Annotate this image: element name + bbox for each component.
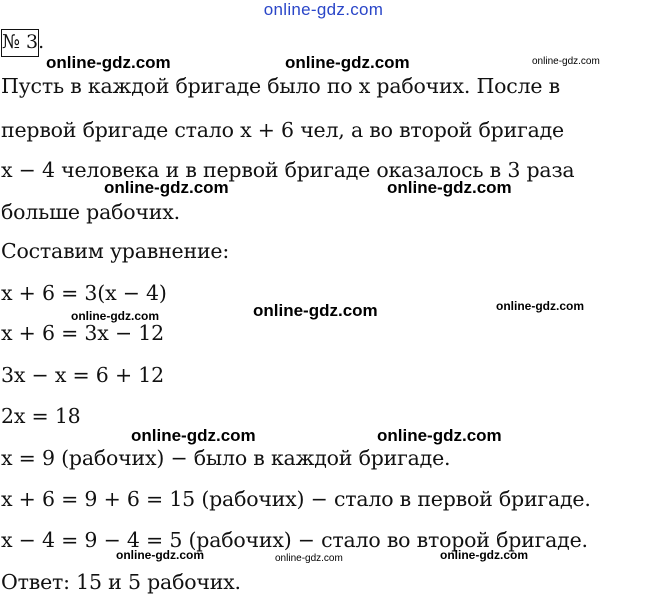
watermark: online-gdz.com bbox=[496, 299, 584, 313]
equation-line-1: x + 6 = 3(x − 4) bbox=[1, 281, 167, 305]
solution-line-4: больше рабочих. bbox=[1, 200, 180, 224]
equation-line-4: 2x = 18 bbox=[1, 404, 81, 428]
watermark: online-gdz.com bbox=[46, 53, 171, 72]
result-line-1: x = 9 (рабочих) − было в каждой бригаде. bbox=[1, 446, 451, 470]
solution-line-5: Составим уравнение: bbox=[1, 239, 230, 263]
solution-line-1: Пусть в каждой бригаде было по x рабочих. После в bbox=[1, 74, 560, 98]
result-line-3: x − 4 = 9 − 4 = 5 (рабочих) − стало во второй бригаде. bbox=[1, 528, 588, 552]
watermark: online-gdz.com bbox=[285, 53, 410, 72]
watermark: online-gdz.com bbox=[253, 301, 378, 320]
watermark: online-gdz.com bbox=[275, 553, 343, 564]
watermark: online-gdz.com bbox=[116, 548, 204, 562]
watermark: online-gdz.com bbox=[440, 548, 528, 562]
solution-line-3: x − 4 человека и в первой бригаде оказалось в 3 раза bbox=[1, 158, 575, 182]
watermark: online-gdz.com bbox=[532, 56, 600, 67]
task-number-badge: № 3. bbox=[1, 29, 39, 57]
watermark: online-gdz.com bbox=[377, 426, 502, 445]
watermark: online-gdz.com bbox=[71, 309, 159, 323]
watermark: online-gdz.com bbox=[104, 178, 229, 197]
watermark: online-gdz.com bbox=[131, 426, 256, 445]
equation-line-2: x + 6 = 3x − 12 bbox=[1, 321, 164, 345]
watermark: online-gdz.com bbox=[387, 178, 512, 197]
answer-line: Ответ: 15 и 5 рабочих. bbox=[1, 570, 241, 594]
equation-line-3: 3x − x = 6 + 12 bbox=[1, 363, 164, 387]
solution-line-2: первой бригаде стало x + 6 чел, а во второй бригаде bbox=[1, 118, 564, 142]
result-line-2: x + 6 = 9 + 6 = 15 (рабочих) − стало в первой бригаде. bbox=[1, 487, 591, 511]
header-watermark[interactable]: online-gdz.com bbox=[263, 0, 384, 19]
